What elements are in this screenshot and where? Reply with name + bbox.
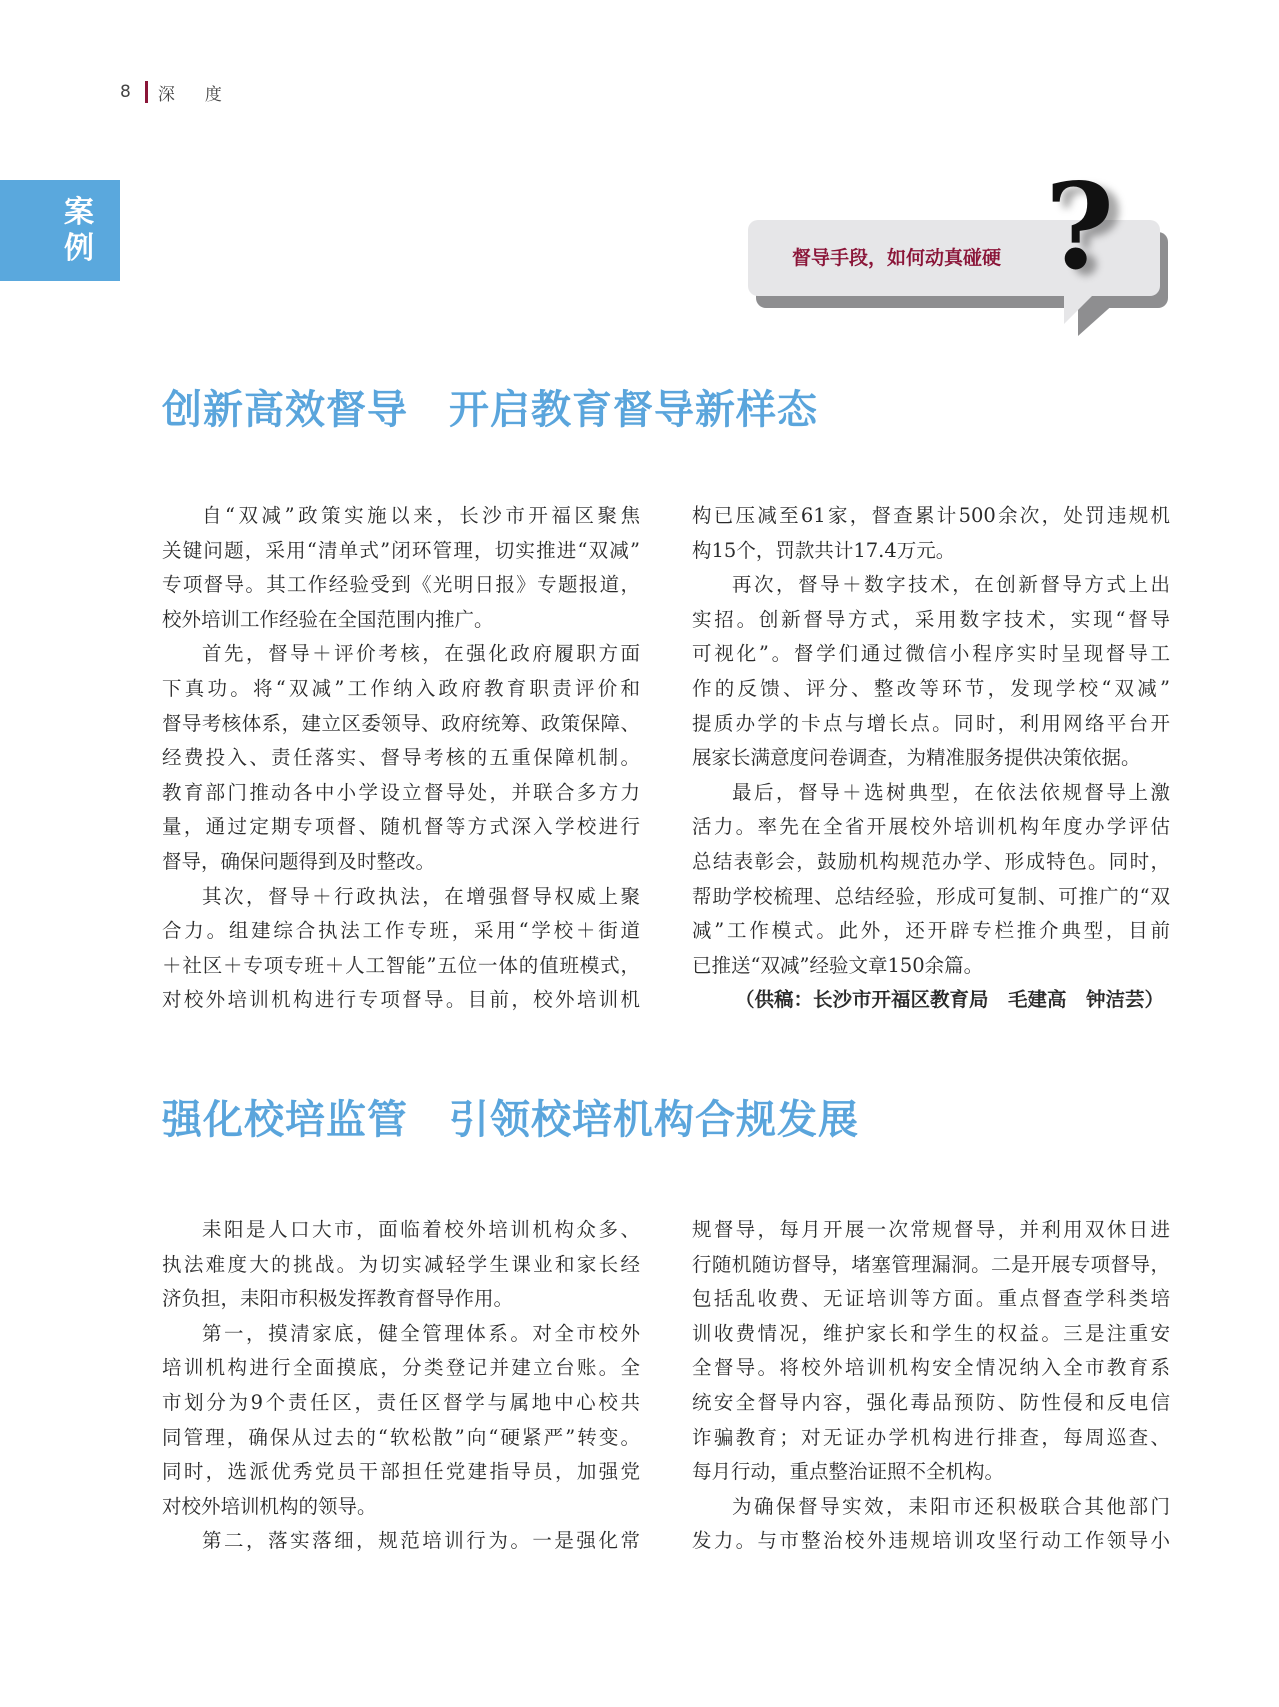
paragraph-line: 统安全督导内容，强化毒品预防、防性侵和反电信: [692, 1390, 1170, 1414]
paragraph-line: 对校外培训机构进行专项督导。目前，校外培训机: [162, 988, 640, 1012]
paragraph-line: 行随机随访督导，堵塞管理漏洞。二是开展专项督导，: [692, 1252, 1170, 1276]
article-2-column-left: [162, 1213, 640, 1559]
paragraph-line: 教育部门推动各中小学设立督导处，并联合多方力: [162, 780, 640, 804]
article-1-column-left: [162, 499, 640, 1018]
section-name: 深度: [157, 84, 252, 105]
paragraph-line: 同管理，确保从过去的“软松散”向“硬紧严”转变。: [162, 1425, 640, 1449]
paragraph-line: 自“双减”政策实施以来，长沙市开福区聚焦: [202, 504, 640, 527]
paragraph-line: 专项督导。其工作经验受到《光明日报》专题报道，: [162, 573, 640, 597]
article-title: 创新高效督导 开启教育督导新样态: [162, 387, 818, 433]
paragraph-line: 规督导，每月开展一次常规督导，并利用双休日进: [692, 1218, 1170, 1241]
paragraph-line: 合力。组建综合执法工作专班，采用“学校＋街道: [162, 919, 640, 943]
paragraph-line: 作的反馈、评分、整改等环节，发现学校“双减”: [692, 676, 1170, 700]
paragraph-line: 总结表彰会，鼓励机构规范办学、形成特色。同时，: [692, 849, 1170, 873]
paragraph-line: 耒阳是人口大市，面临着校外培训机构众多、: [202, 1218, 640, 1241]
page-number: 8: [120, 82, 131, 102]
header-divider: [145, 81, 148, 103]
paragraph-line: 培训机构进行全面摸底，分类登记并建立台账。全: [162, 1356, 640, 1380]
article-credit: （供稿：长沙市开福区教育局 毛建高 钟洁芸）: [734, 988, 1164, 1012]
paragraph-line: 最后，督导＋选树典型，在依法依规督导上激: [732, 780, 1170, 804]
paragraph-line: 包括乱收费、无证培训等方面。重点督查学科类培: [692, 1287, 1170, 1311]
paragraph-line: 提质办学的卡点与增长点。同时，利用网络平台开: [692, 711, 1170, 735]
paragraph-line: 同时，选派优秀党员干部担任党建指导员，加强党: [162, 1460, 640, 1484]
paragraph-line: 发力。与市整治校外违规培训攻坚行动工作领导小: [692, 1529, 1170, 1553]
paragraph-line: 下真功。将“双减”工作纳入政府教育职责评价和: [162, 676, 640, 700]
paragraph-line: 每月行动，重点整治证照不全机构。: [692, 1460, 1005, 1484]
paragraph-line: 为确保督导实效，耒阳市还积极联合其他部门: [732, 1494, 1170, 1518]
paragraph-line: 第一，摸清家底，健全管理体系。对全市校外: [202, 1321, 640, 1345]
running-header: [120, 80, 252, 104]
question-mark-icon: ?: [1045, 157, 1115, 296]
paragraph-line: 其次，督导＋行政执法，在增强督导权威上聚: [202, 884, 640, 908]
paragraph-line: 构已压减至61家，督查累计500余次，处罚违规机: [692, 504, 1170, 527]
article-1-column-right: [692, 499, 1170, 1018]
paragraph-line: 对校外培训机构的领导。: [162, 1494, 377, 1518]
paragraph-line: 督导考核体系，建立区委领导、政府统筹、政策保障、: [162, 711, 640, 735]
article-2-column-right: [692, 1213, 1170, 1559]
paragraph-line: 可视化”。督学们通过微信小程序实时呈现督导工: [692, 642, 1170, 666]
paragraph-line: 执法难度大的挑战。为切实减轻学生课业和家长经: [162, 1252, 640, 1276]
paragraph-line: 实招。创新督导方式，采用数字技术，实现“督导: [692, 607, 1170, 631]
section-tab-char: 例: [64, 230, 94, 266]
paragraph-line: 再次，督导＋数字技术，在创新督导方式上出: [732, 573, 1170, 597]
paragraph-line: 全督导。将校外培训机构安全情况纳入全市教育系: [692, 1356, 1170, 1380]
paragraph-line: 济负担，耒阳市积极发挥教育督导作用。: [162, 1287, 514, 1311]
callout-text: 督导手段，如何动真碰硬: [792, 247, 1002, 269]
paragraph-line: 训收费情况，维护家长和学生的权益。三是注重安: [692, 1321, 1170, 1345]
paragraph-line: 诈骗教育；对无证办学机构进行排查，每周巡查、: [692, 1425, 1170, 1449]
paragraph-line: 关键问题，采用“清单式”闭环管理，切实推进“双减”: [162, 538, 640, 562]
paragraph-line: 督导，确保问题得到及时整改。: [162, 849, 436, 873]
callout-tail: [1064, 294, 1094, 324]
paragraph-line: 展家长满意度问卷调查，为精准服务提供决策依据。: [692, 746, 1141, 770]
paragraph-line: 已推送“双减”经验文章150余篇。: [692, 953, 984, 977]
paragraph-line: 经费投入、责任落实、督导考核的五重保障机制。: [162, 746, 640, 770]
section-tab: [0, 180, 120, 281]
paragraph-line: 构15个，罚款共计17.4万元。: [692, 538, 956, 562]
paragraph-line: 活力。率先在全省开展校外培训机构年度办学评估: [692, 815, 1170, 839]
paragraph-line: 市划分为9个责任区，责任区督学与属地中心校共: [162, 1390, 640, 1414]
article-title: 强化校培监管 引领校培机构合规发展: [162, 1097, 859, 1143]
paragraph-line: 第二，落实落细，规范培训行为。一是强化常: [202, 1529, 640, 1553]
paragraph-line: ＋社区＋专项专班＋人工智能”五位一体的值班模式，: [162, 953, 640, 977]
paragraph-line: 校外培训工作经验在全国范围内推广。: [162, 607, 494, 631]
section-tab-char: 案: [64, 194, 94, 230]
paragraph-line: 首先，督导＋评价考核，在强化政府履职方面: [202, 642, 640, 666]
paragraph-line: 量，通过定期专项督、随机督等方式深入学校进行: [162, 815, 640, 839]
paragraph-line: 减”工作模式。此外，还开辟专栏推介典型，目前: [692, 919, 1170, 943]
paragraph-line: 帮助学校梳理、总结经验，形成可复制、可推广的“双: [692, 884, 1170, 908]
